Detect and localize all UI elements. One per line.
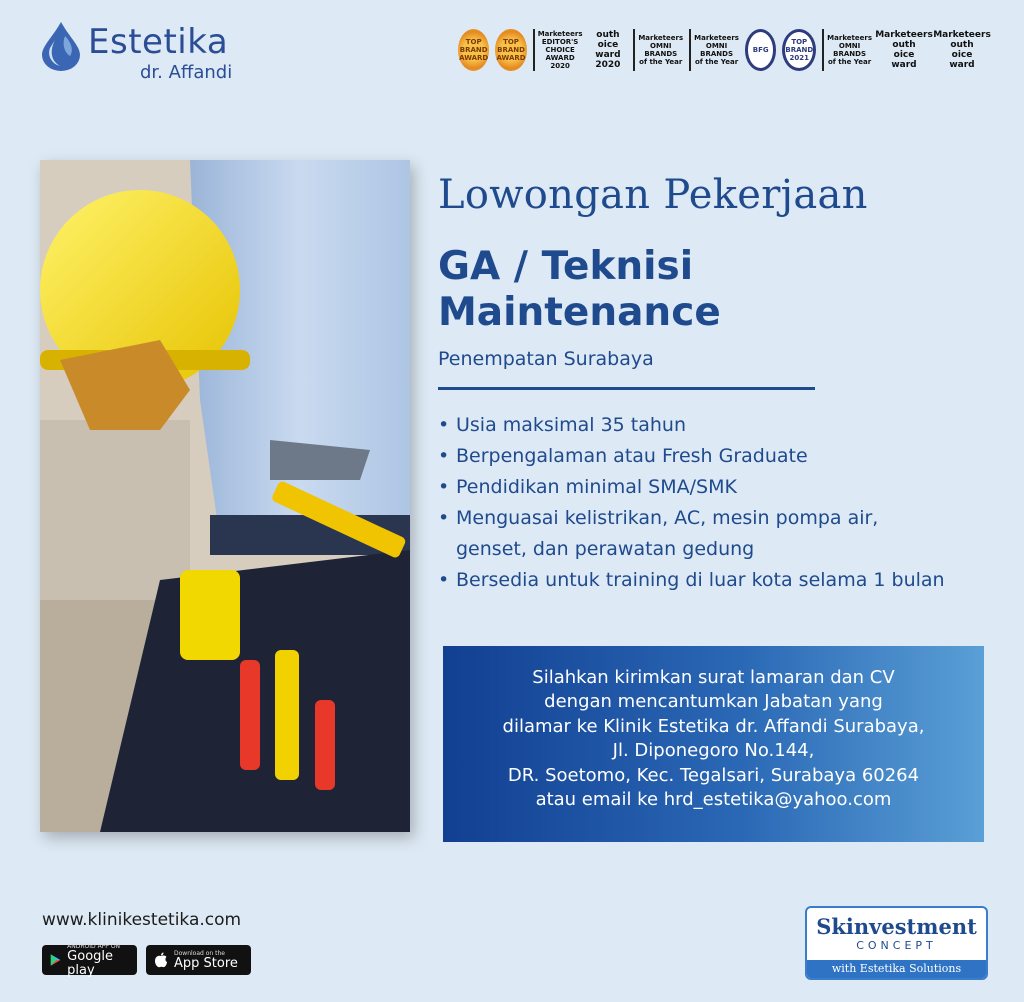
- award-badge-text: ward: [949, 60, 975, 70]
- award-badge-text: Marketeers: [694, 34, 739, 42]
- google-play-badge[interactable]: [42, 942, 137, 978]
- requirements-list: [438, 410, 998, 596]
- award-badge-text: 2020: [550, 62, 570, 70]
- apple-icon: [154, 952, 168, 968]
- apply-line: Silahkan kirimkan surat lamaran dan CV: [532, 667, 895, 688]
- award-badge: [495, 29, 526, 71]
- skinvestment-title: Skinvestment: [816, 914, 977, 939]
- award-badge-text: Marketeers: [933, 30, 991, 40]
- award-badge-text: oice: [951, 50, 973, 60]
- award-badge-text: AWARD: [459, 54, 489, 62]
- awards-strip: [458, 26, 991, 74]
- award-badge-text: BRAND: [785, 46, 814, 54]
- award-badge-text: Marketeers: [827, 34, 872, 42]
- app-store-badge[interactable]: [146, 945, 251, 975]
- skinvestment-concept: CONCEPT: [856, 939, 937, 952]
- award-badge: [633, 29, 683, 71]
- job-title-line-1: GA / Teknisi: [438, 244, 694, 289]
- award-badge-text: BRANDS: [833, 50, 867, 58]
- award-badge-text: BRANDS: [700, 50, 733, 58]
- google-play-small-text: ANDROID APP ON: [67, 942, 121, 950]
- award-badge-text: of the Year: [828, 58, 872, 66]
- award-badge: [689, 29, 739, 71]
- award-badge-text: BFG: [752, 46, 769, 54]
- job-title: [438, 244, 721, 336]
- award-badge-text: BRAND: [459, 46, 488, 54]
- requirement-item: • Pendidikan minimal SMA/SMK: [438, 472, 998, 503]
- award-badge-text: OMNI: [838, 42, 861, 50]
- award-badge-text: TOP: [465, 38, 482, 46]
- technician-photo: [40, 160, 410, 832]
- award-badge: [589, 29, 628, 71]
- requirement-item: • Bersedia untuk training di luar kota selama 1 bulan: [438, 565, 998, 596]
- award-badge: [822, 29, 872, 71]
- apply-line: dengan mencantumkan Jabatan yang: [544, 691, 883, 713]
- award-badge: [933, 29, 991, 71]
- brand-subtitle: dr. Affandi: [140, 62, 233, 83]
- google-play-text: Google play: [67, 948, 114, 978]
- award-badge-text: TOP: [791, 38, 808, 46]
- award-badge-text: oice: [597, 40, 619, 50]
- award-badge-text: OMNI: [705, 42, 728, 50]
- technician-illustration: [40, 160, 410, 832]
- job-title-line-2: Maintenance: [438, 290, 721, 335]
- requirement-item: • Usia maksimal 35 tahun: [438, 410, 998, 441]
- brand-logo: [40, 18, 260, 88]
- skinvestment-logo: [805, 906, 988, 980]
- award-badge-text: OMNI: [650, 42, 672, 50]
- award-badge-text: BRANDS: [644, 50, 678, 58]
- award-badge: [745, 29, 776, 71]
- award-badge-text: 2021: [789, 54, 809, 62]
- award-badge-text: AWARD: [545, 54, 575, 62]
- award-badge-text: outh: [892, 40, 916, 50]
- award-badge-text: Marketeers: [875, 30, 933, 40]
- app-store-small-text: Download on the: [174, 949, 225, 957]
- award-badge-text: ward: [891, 60, 917, 70]
- award-badge-text: outh: [596, 30, 620, 40]
- app-store-text: App Store: [174, 955, 238, 971]
- apply-email-line[interactable]: atau email ke hrd_estetika@yahoo.com: [535, 789, 892, 811]
- award-badge-text: outh: [950, 40, 974, 50]
- apply-line: Jl. Diponegoro No.144,: [612, 740, 815, 762]
- requirement-item: • Berpengalaman atau Fresh Graduate: [438, 441, 998, 472]
- apply-line: dilamar ke Klinik Estetika dr. Affandi Surabaya,: [502, 715, 925, 737]
- requirement-item: • Menguasai kelistrikan, AC, mesin pompa air,: [438, 503, 998, 534]
- website-link[interactable]: www.klinikestetika.com: [42, 910, 242, 930]
- apply-line: DR. Soetomo, Kec. Tegalsari, Surabaya 60264: [507, 764, 920, 786]
- award-badge-text: oice: [893, 50, 915, 60]
- award-badge: [533, 29, 583, 71]
- award-badge-text: AWARD: [496, 54, 526, 62]
- award-badge-text: EDITOR'S: [541, 38, 579, 46]
- skinvestment-tagline: with Estetika Solutions: [807, 960, 986, 978]
- application-info-box: [443, 646, 984, 842]
- job-location: Penempatan Surabaya: [438, 348, 654, 370]
- water-drop-icon: [40, 20, 82, 72]
- page-heading: Lowongan Pekerjaan: [438, 172, 868, 218]
- award-badge-text: ward: [595, 50, 621, 60]
- divider: [438, 387, 815, 390]
- award-badge-text: Marketeers: [537, 30, 583, 38]
- requirement-item-continuation: genset, dan perawatan gedung: [456, 538, 755, 560]
- award-badge-text: Marketeers: [638, 34, 684, 42]
- award-badge: [875, 29, 933, 71]
- award-badge-text: CHOICE: [545, 46, 575, 54]
- award-badge: [458, 29, 489, 71]
- award-badge-text: TOP: [503, 38, 519, 46]
- award-badge-text: 2020: [595, 60, 621, 70]
- award-badge-text: BRAND: [497, 46, 525, 54]
- brand-name: Estetika: [88, 22, 229, 62]
- google-play-icon: [50, 952, 61, 968]
- award-badge-text: of the Year: [694, 58, 739, 66]
- award-badge-text: of the Year: [639, 58, 683, 66]
- award-badge: [782, 29, 816, 71]
